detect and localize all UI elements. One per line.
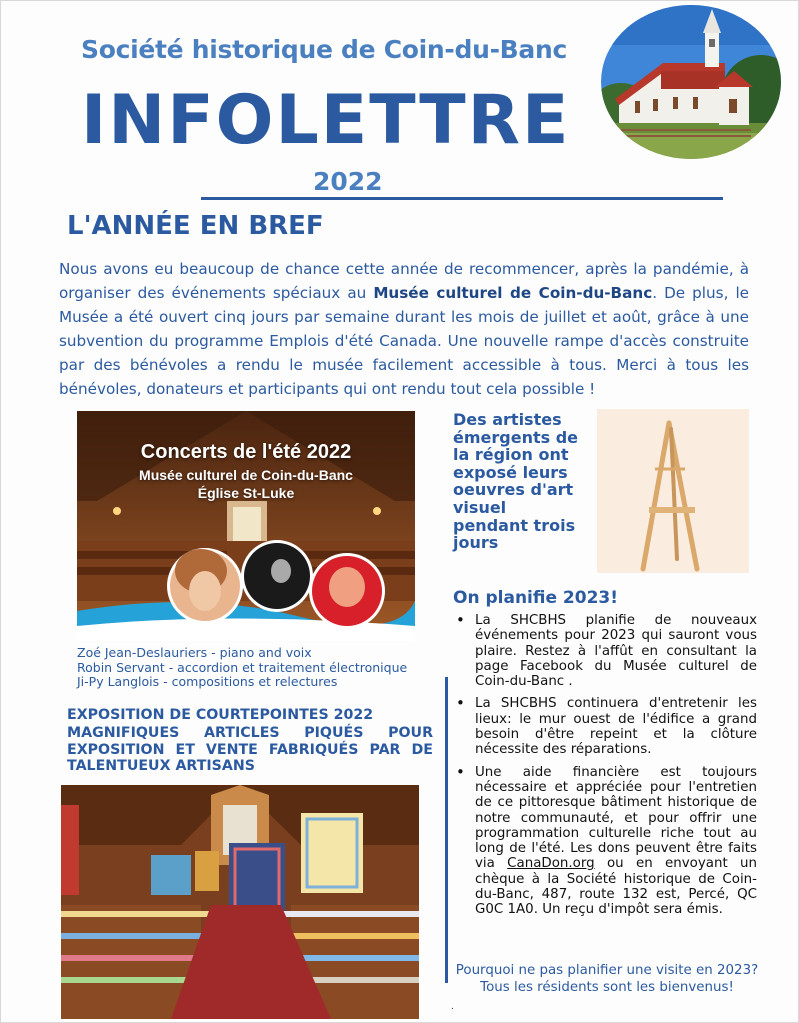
plan-bullet-item: • La SHCBHS continuera d'entretenir les lieux: le mur ouest de l'édifice a grand besoin d'être repeint et la clôture nécessite des réparations. [453,696,757,757]
quilt-exhibit-subtitle: MAGNIFIQUES ARTICLES PIQUÉS POUR EXPOSITION ET VENTE FABRIQUÉS PAR DE TALENTUEUX ARTISANS [67,725,433,774]
donation-text-2: ou en envoyant un chèque à la Société historique de Coin-du-Banc, 487, route 132 est, Percé, QC G0C 1A0. Un reçu d'impôt sera émis. [475,856,757,918]
concert-banner-title: Concerts de l'été 2022 [140,441,352,463]
performer-item: Zoé Jean-Deslauriers - piano and voix [77,645,312,660]
concert-banner-church: Église St-Luke [197,485,295,501]
performer-item: Robin Servant - accordion et traitement électronique [77,659,408,675]
organization-name: Société historique de Coin-du-Banc [81,35,567,64]
intro-paragraph [59,257,749,401]
intro-text-1: Nous avons eu beaucoup de chance cette année de recommencer, après la pandémie, à organiser des événements spéciaux au [59,260,749,302]
plan-bullet-item [453,765,757,918]
closing-line: Pourquoi ne pas planifier une visite en 2023? [455,963,759,978]
concert-banner-image [77,411,415,641]
plan-bullet-list [453,613,757,925]
performer-item: Ji-Py Langlois - compositions et relectures [77,674,338,689]
closing-line: Tous les résidents sont les bienvenus! [480,980,734,995]
museum-name: Musée culturel de Coin-du-Banc [373,284,653,302]
newsletter-title: INFOLETTRE [81,81,571,160]
plan-2023-title: On planifie 2023! [453,588,618,608]
quilt-exhibit-photo [61,785,419,1019]
page-dot: . [451,1001,454,1012]
easel-illustration [597,409,749,573]
header-divider [201,197,723,200]
donation-text-1: Une aide financière est toujours nécessaire et appréciée pour l'entretien de ce pittoresque bâtiment historique de notre communauté, et pour offrir une programmation culturelle riche tout au long de l'été. Les dons peuvent être faits via [475,764,757,872]
concert-banner-venue: Musée culturel de Coin-du-Banc [139,467,353,483]
artists-announcement: Des artistes émergents de la région ont exposé leurs oeuvres d'art visuel pendant trois jours [453,410,579,553]
canadon-link[interactable]: CanaDon.org [507,856,595,872]
quilt-exhibit-title: EXPOSITION DE COURTEPOINTES 2022 [67,707,374,723]
sidebar-accent-bar [445,677,448,983]
section-title: L'ANNÉE EN BREF [67,211,324,241]
newsletter-year: 2022 [313,167,383,196]
plan-bullet-item: • La SHCBHS planifie de nouveaux événements pour 2023 qui sauront vous plaire. Restez à l'affût en consultant la page Facebook du Musée culturel de Coin-du-Banc . [453,613,757,689]
closing-message [451,962,763,996]
church-photo [601,5,781,159]
performer-list [77,646,437,690]
intro-text-2: . De plus, le Musée a été ouvert cinq jours par semaine durant les mois de juillet et août, grâce à une subvention du programme Emplois d'été Canada. Une nouvelle rampe d'accès construite par des bénévoles a rendu le musée facilement accessible à tous. Merci à tous les bénévoles, donateurs et participants qui ont rendu tout cela possible ! [59,284,750,398]
